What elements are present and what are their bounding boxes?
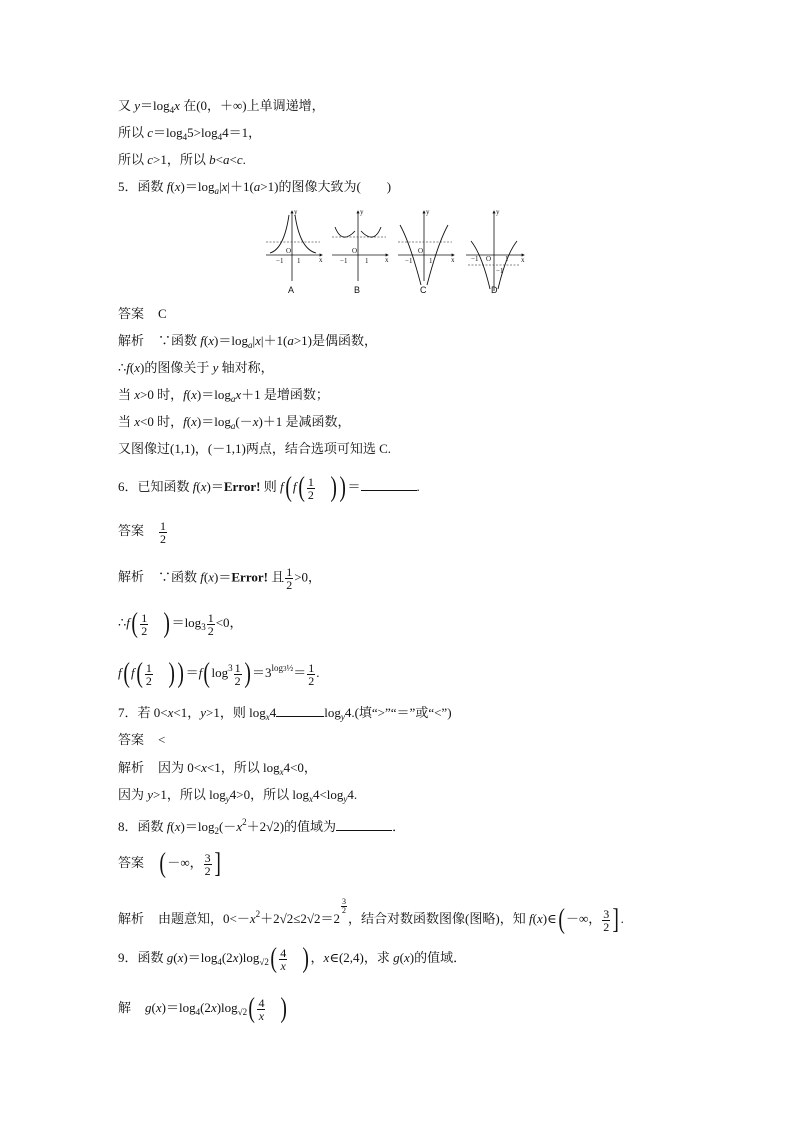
explanation-8: 解析 由题意知，$0<-x^2+2√2\le 2√2=2$ $^{\frac{3}{2}}$ ，结合对数函数图像(图略)，知 f(x)∈(－∞， $\frac{3}{2}$ ]. <box>118 897 624 936</box>
svg-text:x: x <box>319 256 323 264</box>
explanation-label: 解析 <box>118 911 145 926</box>
svg-text:y: y <box>294 208 298 216</box>
question-9: 9．函数 $g(x)=\log_4(2x)\log_{√2}$( $\frac{4}{x}$ )，x∈(2,4)，求 g(x)的值域． <box>118 943 467 974</box>
svg-text:O: O <box>486 255 492 263</box>
answer-7 <box>118 732 165 748</box>
svg-text:1: 1 <box>505 255 509 263</box>
question-5: 5．函数 $f(x)=\log_a|x|+1(a>1)$的图像大致为( ) <box>118 179 392 196</box>
svg-text:x: x <box>451 256 455 264</box>
explanation-6-1: 解析 ∵函数 f(x)＝Error! 且 $\frac{1}{2}$ >0， <box>118 565 322 592</box>
explanation-label: 解析 <box>118 333 145 348</box>
svg-text:1: 1 <box>365 257 369 265</box>
frac-num: 3 <box>342 897 347 906</box>
answer-8: 答案 (－∞， $\frac{3}{2}$ ] <box>118 848 221 879</box>
svg-text:−1: −1 <box>340 257 348 265</box>
svg-text:O: O <box>418 247 424 255</box>
frac-num: 1 <box>308 660 315 675</box>
answer-value: < <box>158 732 166 747</box>
text-line-2: 所以 $c=\log_45>\log_44=1$， <box>118 125 262 142</box>
frac-den: 2 <box>308 673 315 688</box>
graph-c <box>398 208 455 285</box>
text-line-1: 又 $y=\log_4x$ 在(0，＋∞)上单调递增， <box>118 98 325 115</box>
frac-den: 2 <box>307 487 314 502</box>
graph-label-b: B <box>354 285 361 295</box>
frac-den: 2 <box>286 578 293 592</box>
answer-5 <box>118 306 167 322</box>
frac-num: 1 <box>141 610 148 625</box>
svg-text:O: O <box>352 247 358 255</box>
frac-num: 1 <box>307 474 314 489</box>
frac-num: 4 <box>258 995 265 1010</box>
explanation-5-1: 解析 ∵函数 $f(x)=\log_a|x|+1(a>1)$是偶函数， <box>118 333 377 350</box>
fill-blank <box>336 819 392 831</box>
explanation-6-2: ∴f( $\frac{1}{2}$ )$=\log_3$ $\frac{1}{2}$ <0， <box>118 608 243 639</box>
frac-den: 2 <box>160 532 167 546</box>
explanation-5-4: 当 x<0 时，$f(x)=\log_a(-x)+1$ 是减函数， <box>118 414 351 431</box>
frac-num: 1 <box>286 565 293 579</box>
text-line-3: 所以 c>1，所以 b<a<c. <box>118 152 246 167</box>
explanation-5-5: 又图像过(1,1)，(－1,1)两点，结合选项可知选 C. <box>118 441 391 456</box>
frac-den: x <box>280 958 286 973</box>
svg-text:O: O <box>286 247 292 255</box>
question-8: 8．函数 $f(x)=\log_2(-x^2+2√2)$的值域为 ． <box>118 817 406 836</box>
answer-label: 答案 <box>118 854 145 870</box>
answer-label: 答案 <box>118 523 145 539</box>
solution-label: 解 <box>118 999 132 1015</box>
answer-label: 答案 <box>118 306 145 321</box>
explanation-label: 解析 <box>118 760 145 775</box>
answer-label: 答案 <box>118 732 145 747</box>
frac-num: 1 <box>234 660 241 675</box>
question-6: 6．已知函数 f(x)＝Error! 则 f(f( $\frac{1}{2}$ ))＝ . <box>118 472 420 503</box>
graph-a <box>266 208 323 281</box>
frac-den: 2 <box>342 906 347 915</box>
option-graphs <box>262 205 532 297</box>
fill-blank <box>361 479 417 491</box>
frac-den: 2 <box>603 919 610 934</box>
frac-num: 3 <box>204 850 211 865</box>
question-7: 7．若 0<x<1，y>1，则 $\log_x4$ $\log_y4$.(填“>”“＝”或“<”) <box>118 705 452 722</box>
graph-b <box>332 208 389 281</box>
frac-num: 3 <box>603 906 610 921</box>
explanation-7-1: 解析 因为 0<x<1，所以 $\log_x4<0$， <box>118 760 317 777</box>
svg-text:y: y <box>426 208 430 216</box>
svg-text:−1: −1 <box>471 255 479 263</box>
graph-label-c: C <box>420 285 427 295</box>
svg-text:x: x <box>521 256 525 264</box>
error-text: Error! <box>223 478 261 494</box>
svg-text:1: 1 <box>429 257 433 265</box>
svg-text:y: y <box>496 208 500 216</box>
frac-den: 2 <box>207 623 214 638</box>
svg-text:y: y <box>360 208 364 216</box>
svg-text:1: 1 <box>297 257 301 265</box>
explanation-5-3: 当 x>0 时，$f(x)=\log_ax+1$ 是增函数； <box>118 387 329 404</box>
explanation-label: 解析 <box>118 569 145 585</box>
error-text: Error! <box>231 569 268 585</box>
answer-value: C <box>158 306 167 321</box>
explanation-6-3: f(f( $\frac{1}{2}$ ))$=f(\log^3$ $\frac{1}{2}$ )$=3^{log3\frac{1}{2}}=$ $\frac{1}{2}$ . <box>118 658 320 690</box>
graph-label-d: D <box>491 285 498 295</box>
svg-text:x: x <box>385 256 389 264</box>
explanation-5-2: ∴f(x)的图像关于 y 轴对称， <box>118 360 274 375</box>
frac-den: 2 <box>145 673 152 688</box>
frac-den: 2 <box>141 623 148 638</box>
frac-num: 4 <box>280 945 287 960</box>
frac-num: 1 <box>207 610 214 625</box>
answer-6 <box>118 520 168 545</box>
graphs-svg <box>262 205 532 297</box>
frac-den: 2 <box>204 863 211 878</box>
frac-num: 1 <box>160 519 167 533</box>
frac-den: 2 <box>234 673 241 688</box>
frac-num: 1 <box>145 660 152 675</box>
graph-label-a: A <box>288 285 295 295</box>
solution-9: 解 $g(x)=\log_4(2x)\log_{√2}$( $\frac{4}{x}$ ) <box>118 993 288 1024</box>
svg-text:−1: −1 <box>276 257 284 265</box>
fill-blank <box>276 705 324 717</box>
svg-text:−1: −1 <box>496 267 504 275</box>
explanation-7-2: 因为 y>1，所以 $\log_y4>0$，所以 $\log_x4<\log_y4$. <box>118 787 358 804</box>
svg-text:−1: −1 <box>405 257 413 265</box>
graph-d <box>466 208 525 291</box>
frac-den: x <box>258 1008 265 1023</box>
